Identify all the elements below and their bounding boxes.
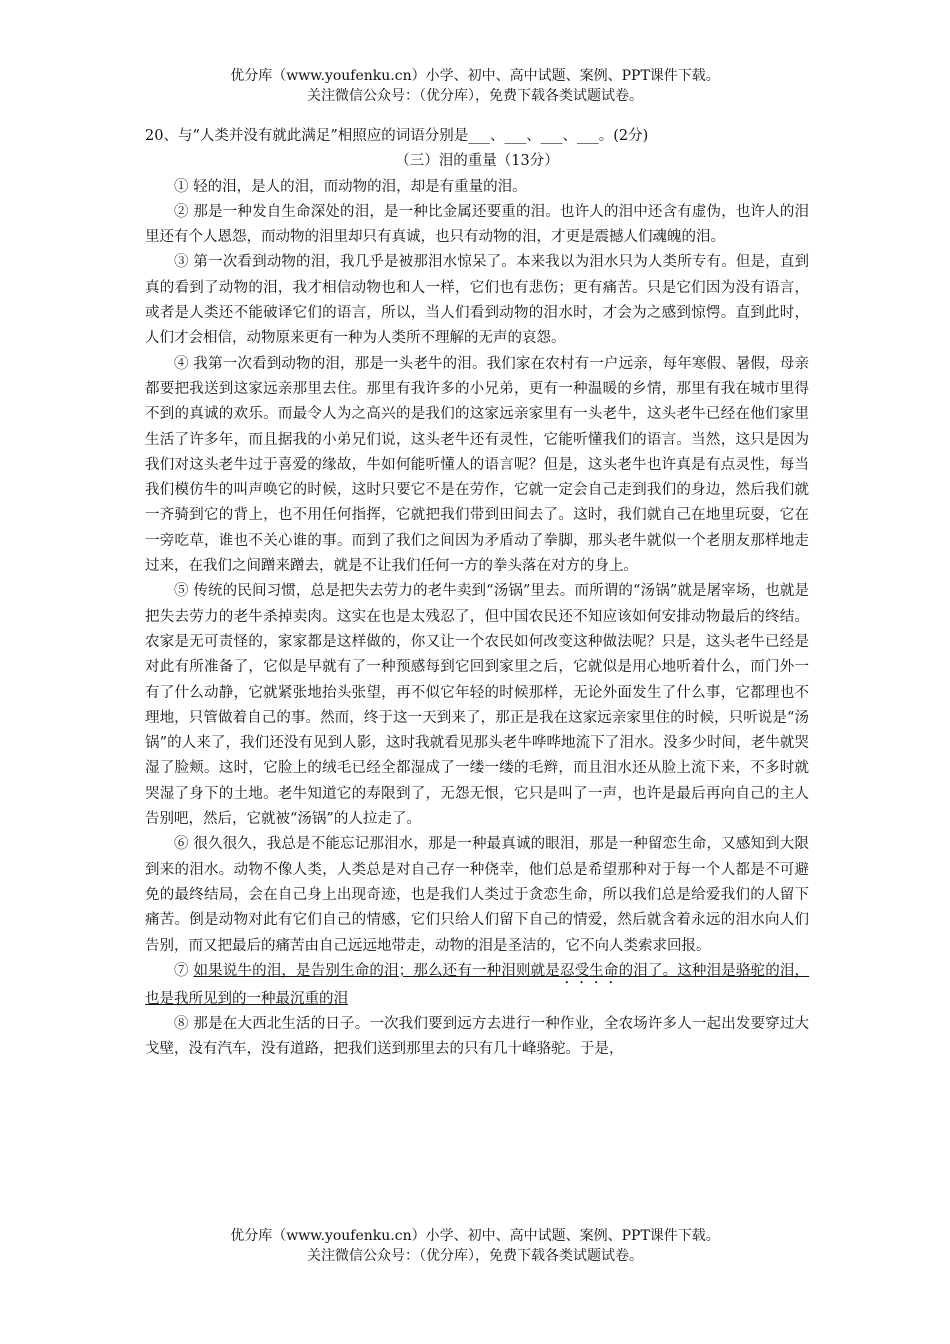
paragraph-4: ④ 我第一次看到动物的泪，那是一头老牛的泪。我们家在农村有一户远亲，每年寒假、暑假，母亲都要把我送到这家远亲那里去住。那里有我许多的小兄弟，更有一种温暖的乡情，那里有我在城市里得不到的真诚的欢乐。而最令人为之高兴的是我们的这家远亲家里有一头老牛，这头老牛已经在他们家里生活了许多年，而且据我的小弟兄们说，这头老牛还有灵性，它能听懂我们的语言。当然，这只是因为我们对这头老牛过于喜爱的缘故，牛如何能听懂人的语言呢？但是，这头老牛也许真是有点灵性，每当我们模仿牛的叫声唤它的时候，这时只要它不是在劳作，它就一定会自己走到我们的身边，然后我们就一齐骑到它的背上，也不用任何指挥，它就把我们带到田间去了。这时，我们就自己在地里玩耍，它在一旁吃草，谁也不关心谁的事。而到了我们之间因为矛盾动了拳脚，那头老牛就似一个老朋友那样地走过来，在我们之间蹭来蹭去，就是不让我们任何一方的拳头落在对方的身上。 [145, 355, 809, 575]
header-line-1: 优分库（www.youfenku.cn）小学、初中、高中试题、案例、PPT课件下载。 [230, 68, 720, 84]
paragraph-7-dotted-phrase: 忍受生命 [559, 962, 619, 979]
paragraph-5: ⑤ 传统的民间习惯，总是把失去劳力的老牛卖到“汤锅”里去。而所谓的“汤锅”就是屠宰场，也就是把失去劳力的老牛杀掉卖肉。这实在也是太残忍了，但中国农民还不知应该如何安排动物最后的终结。农家是无可责怪的，家家都是这样做的，你又让一个农民如何改变这种做法呢？只是，这头老牛已经是对此有所准备了，它似是早就有了一种预感每到它回到家里之后，它就似是用心地听着什么，而门外一有了什么动静，它就紧张地抬头张望，再不似它年轻的时候那样，无论外面发生了什么事，它都理也不理地，只管做着自己的事。然而，终于这一天到来了，那正是我在这家远亲家里住的时候，只听说是“汤锅”的人来了，我们还没有见到人影，这时我就看见那头老牛哗哗地流下了泪水。没多少时间，老牛就哭湿了脸颊。这时，它脸上的绒毛已经全都湿成了一缕一缕的毛辫，而且泪水还从脸上流下来，不多时就哭湿了身下的土地。老牛知道它的寿限到了，无怨无恨，它只是叫了一声，也许是最后再向自己的主人告别吧，然后，它就被“汤锅”的人拉走了。 [145, 583, 809, 828]
paragraph-7-prefix: ⑦ [174, 962, 194, 979]
paragraph-7 [145, 959, 809, 1012]
footer-line-1: 优分库（www.youfenku.cn）小学、初中、高中试题、案例、PPT课件下载。 [230, 1228, 720, 1244]
paragraph-1: ① 轻的泪，是人的泪，而动物的泪，却是有重量的泪。 [174, 178, 527, 195]
paragraph-2: ② 那是一种发自生命深处的泪，是一种比金属还要重的泪。也许人的泪中还含有虚伪，也许人的泪里还有个人恩怨，而动物的泪里却只有真诚，也只有动物的泪，才更是震撼人们魂魄的泪。 [145, 203, 809, 246]
question-20: 20、与“人类并没有就此满足”相照应的词语分别是___、___、___、___。(2分) [145, 128, 649, 144]
page-footer [0, 1226, 950, 1266]
paragraph-8: ⑧ 那是在大西北生活的日子。一次我们要到远方去进行一种作业，全农场许多人一起出发要穿过大戈壁，没有汽车，没有道路，把我们送到那里去的只有几十峰骆驼。于是， [145, 1016, 809, 1058]
section-title: （三）泪的重量（13分） [395, 153, 559, 170]
header-line-2: 关注微信公众号：（优分库），免费下载各类试题试卷。 [307, 88, 643, 104]
paragraph-7-underlined-a: 如果说牛的泪，是告别生命的泪；那么还有一种泪则就是 [193, 962, 560, 979]
paragraph-7-underlined-b: 的泪了。这种泪是骆驼的泪，也是我所见到的一种最沉重的泪 [145, 962, 810, 1007]
footer-line-2: 关注微信公众号：（优分库），免费下载各类试题试卷。 [307, 1248, 643, 1264]
paragraph-6: ⑥ 很久很久，我总是不能忘记那泪水，那是一种最真诚的眼泪，那是一种留恋生命，又感知到大限到来的泪水。动物不像人类，人类总是对自己存一种侥幸，他们总是希望那种对于每一个人都是不可避免的最终结局，会在自己身上出现奇迹，也是我们人类过于贪恋生命，所以我们总是给爱我们的人留下痛苦。倒是动物对此有它们自己的情感，它们只给人们留下自己的情爱，然后就含着永远的泪水向人们告别，而又把最后的痛苦由自己远远地带走，动物的泪是圣洁的，它不向人类索求回报。 [145, 836, 809, 954]
page-header [0, 66, 950, 106]
paragraph-3: ③ 第一次看到动物的泪，我几乎是被那泪水惊呆了。本来我以为泪水只为人类所专有。但是，直到真的看到了动物的泪，我才相信动物也和人一样，它们也有悲伤；更有痛苦。只是它们因为没有语言，或者是人类还不能破译它们的语言，所以，当人们看到动物的泪水时，才会为之感到惊愕。直到此时，人们才会相信，动物原来更有一种为人类所不理解的无声的哀怨。 [145, 254, 809, 347]
document-body [145, 124, 809, 1063]
